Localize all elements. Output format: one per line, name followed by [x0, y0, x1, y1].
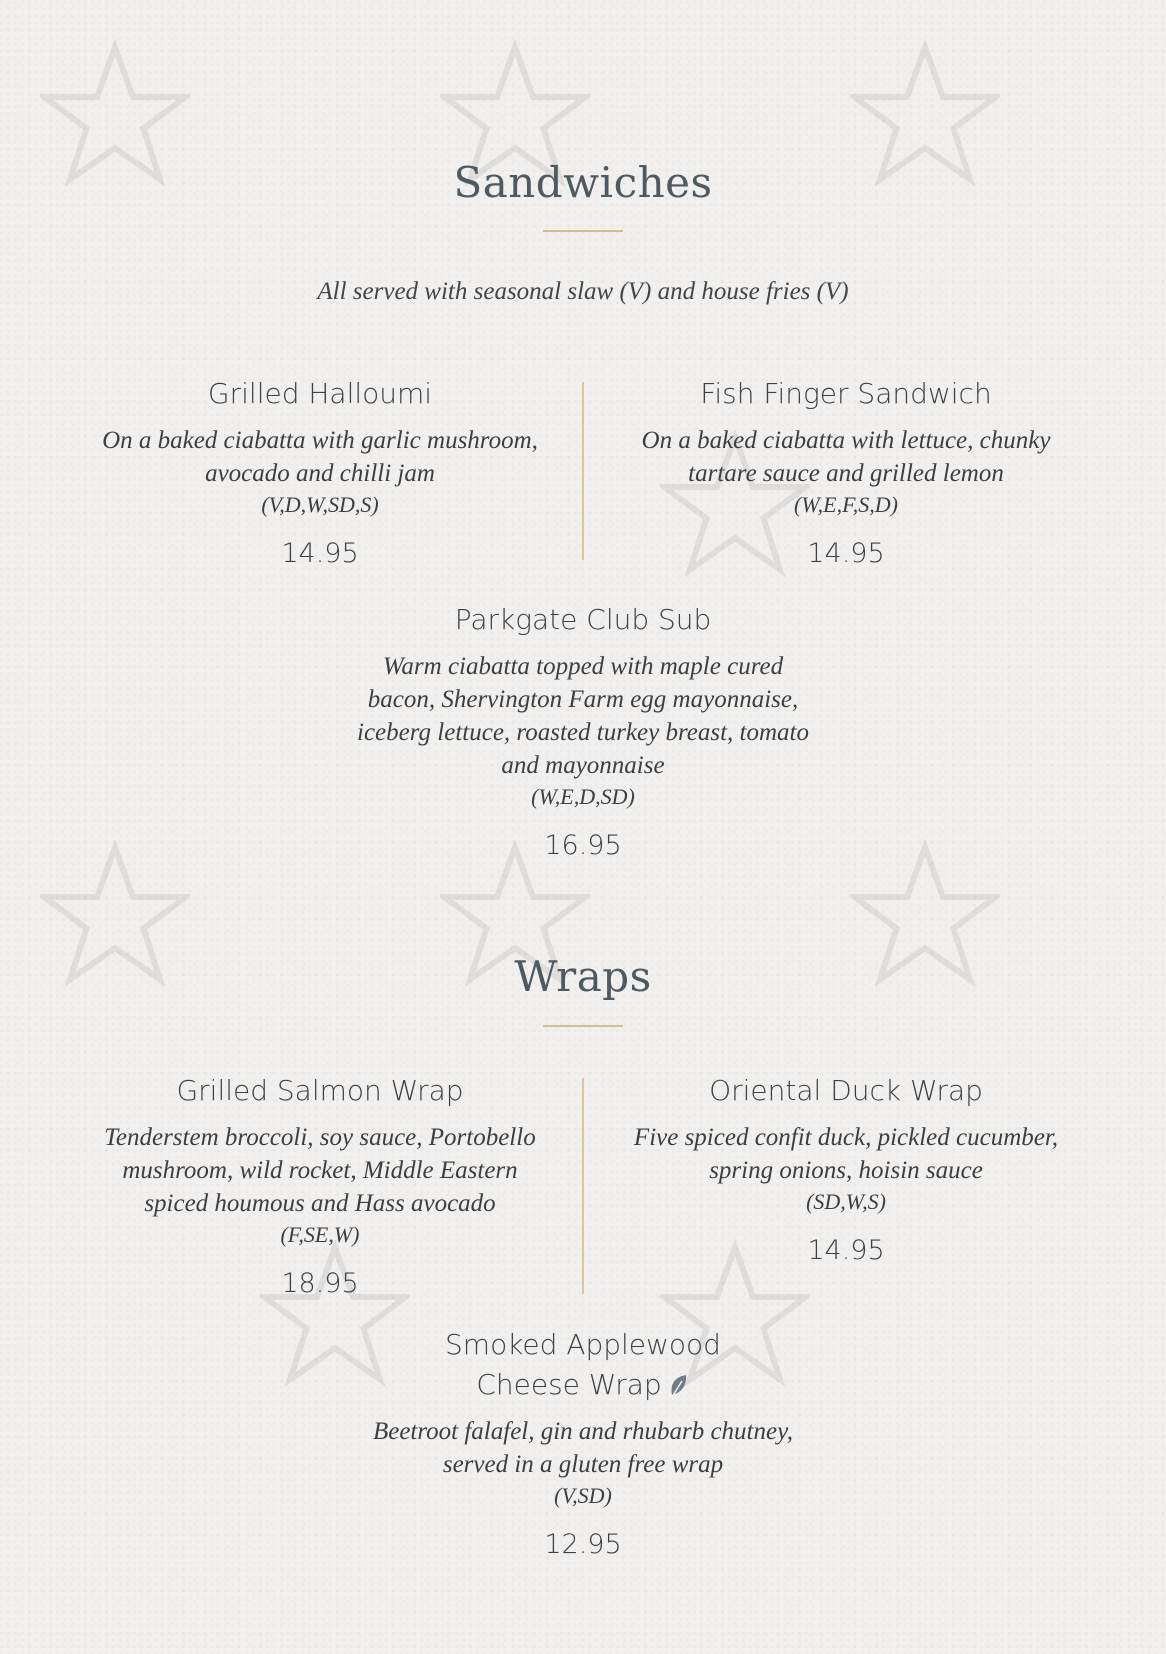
item-allergens: (W,E,F,S,D) — [794, 492, 898, 517]
item-name: Grilled Halloumi — [207, 377, 433, 410]
menu-item-smoked-applewood-cheese-wrap — [283, 1325, 883, 1562]
item-name: Fish Finger Sandwich — [700, 377, 992, 410]
item-price: 14.95 — [807, 538, 885, 569]
item-price: 12.95 — [544, 1529, 622, 1560]
item-price: 16.95 — [544, 830, 622, 861]
item-description-line: bacon, Shervington Farm egg mayonnaise, — [367, 686, 799, 713]
item-description-line: Five spiced confit duck, pickled cucumber, — [633, 1124, 1059, 1151]
item-description-line: and mayonnaise — [501, 752, 665, 779]
item-name: Oriental Duck Wrap — [709, 1074, 983, 1107]
menu-item-parkgate-club-sub — [283, 600, 883, 863]
menu-item-grilled-salmon-wrap — [60, 1071, 580, 1301]
item-description-line: tartare sauce and grilled lemon — [688, 460, 1004, 487]
item-description-line: spring onions, hoisin sauce — [709, 1157, 983, 1184]
menu-item-fish-finger-sandwich — [586, 374, 1106, 571]
item-description-line: On a baked ciabatta with lettuce, chunky — [641, 427, 1051, 454]
item-description-line: spiced houmous and Hass avocado — [144, 1190, 496, 1217]
sandwiches-column-divider — [582, 382, 584, 560]
item-name-line: Cheese Wrap — [476, 1368, 662, 1401]
item-allergens: (F,SE,W) — [280, 1222, 360, 1247]
item-allergens: (V,SD) — [554, 1483, 612, 1508]
item-description-line: Warm ciabatta topped with maple cured — [382, 653, 784, 680]
item-allergens: (W,E,D,SD) — [531, 784, 635, 809]
item-description-line: avocado and chilli jam — [205, 460, 435, 487]
item-description-line: iceberg lettuce, roasted turkey breast, tomato — [357, 719, 809, 746]
leaf-icon — [668, 1373, 690, 1399]
item-price: 18.95 — [281, 1268, 359, 1299]
menu-item-oriental-duck-wrap — [586, 1071, 1106, 1268]
item-price: 14.95 — [281, 538, 359, 569]
item-name-line: Smoked Applewood — [445, 1328, 721, 1361]
item-price: 14.95 — [807, 1235, 885, 1266]
item-description-line: mushroom, wild rocket, Middle Eastern — [122, 1157, 518, 1184]
sandwiches-title-divider — [543, 230, 623, 232]
item-description-line: On a baked ciabatta with garlic mushroom, — [102, 427, 538, 454]
item-description-line: Beetroot falafel, gin and rhubarb chutney, — [372, 1418, 794, 1445]
item-name: Grilled Salmon Wrap — [176, 1074, 464, 1107]
item-name: Parkgate Club Sub — [454, 603, 712, 636]
item-name-line-with-icon — [283, 1365, 883, 1405]
sandwiches-title: Sandwiches — [453, 158, 713, 207]
menu-item-grilled-halloumi — [60, 374, 580, 571]
wraps-column-divider — [582, 1078, 584, 1294]
item-allergens: (V,D,W,SD,S) — [261, 492, 379, 517]
item-description-line: served in a gluten free wrap — [442, 1451, 724, 1478]
item-allergens: (SD,W,S) — [806, 1189, 886, 1214]
wraps-title: Wraps — [514, 952, 652, 1001]
item-description-line: Tenderstem broccoli, soy sauce, Portobello — [104, 1124, 536, 1151]
wraps-title-divider — [543, 1025, 623, 1027]
sandwiches-subtitle: All served with seasonal slaw (V) and house fries (V) — [317, 278, 849, 305]
